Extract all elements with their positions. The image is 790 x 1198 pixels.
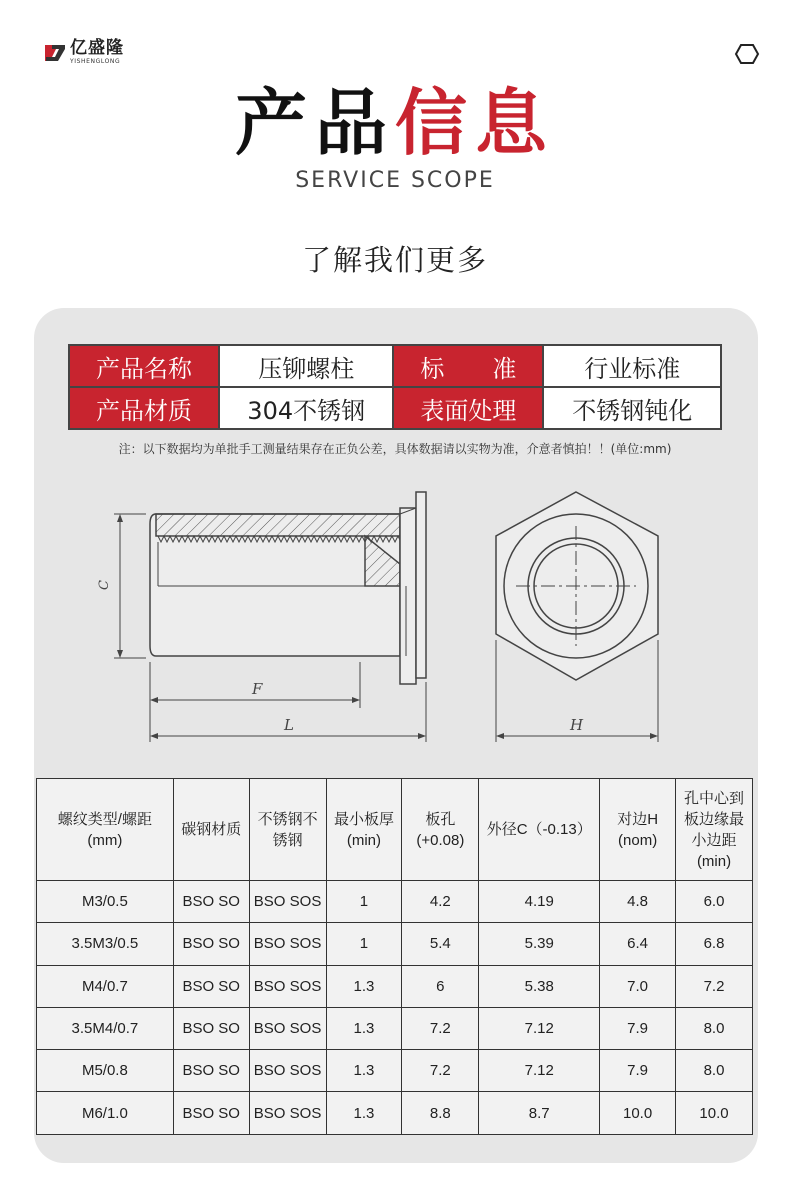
spec-cell: 4.2 bbox=[402, 881, 479, 923]
spec-cell: 10.0 bbox=[676, 1092, 753, 1134]
info-label: 产品名称 bbox=[69, 345, 219, 387]
spec-cell: 6.4 bbox=[600, 923, 676, 965]
side-view bbox=[114, 492, 426, 742]
info-value: 不锈钢钝化 bbox=[543, 387, 721, 429]
spec-cell: BSO SOS bbox=[249, 965, 326, 1007]
spec-header-cell: 最小板厚 (min) bbox=[326, 779, 402, 881]
dimension-label-c: C bbox=[97, 580, 112, 590]
spec-cell: 8.8 bbox=[402, 1092, 479, 1134]
spec-cell: 7.9 bbox=[600, 1050, 676, 1092]
spec-cell: 1.3 bbox=[326, 965, 402, 1007]
table-row bbox=[37, 965, 753, 1007]
intro-heading: 了解我们更多 bbox=[301, 243, 488, 277]
spec-cell: 5.39 bbox=[479, 923, 600, 965]
spec-cell: BSO SO bbox=[173, 1007, 249, 1049]
spec-cell: 3.5M3/0.5 bbox=[37, 923, 174, 965]
product-info-table bbox=[68, 344, 722, 430]
spec-cell: 4.8 bbox=[600, 881, 676, 923]
info-label: 标 准 bbox=[393, 345, 543, 387]
spec-cell: BSO SOS bbox=[249, 881, 326, 923]
info-row bbox=[69, 345, 721, 387]
spec-header-cell: 孔中心到 板边缘最 小边距 (min) bbox=[676, 779, 753, 881]
spec-cell: M5/0.8 bbox=[37, 1050, 174, 1092]
title-part-black: 产品 bbox=[234, 81, 395, 165]
title-part-red: 信息 bbox=[395, 81, 556, 165]
spec-cell: BSO SO bbox=[173, 1050, 249, 1092]
spec-cell: BSO SOS bbox=[249, 1050, 326, 1092]
info-value: 行业标准 bbox=[543, 345, 721, 387]
spec-header-cell: 螺纹类型/螺距 (mm) bbox=[37, 779, 174, 881]
spec-cell: 5.38 bbox=[479, 965, 600, 1007]
spec-cell: BSO SO bbox=[173, 1092, 249, 1134]
brand-logo[interactable] bbox=[44, 40, 124, 65]
spec-cell: M6/1.0 bbox=[37, 1092, 174, 1134]
info-row bbox=[69, 387, 721, 429]
spec-cell: 6.0 bbox=[676, 881, 753, 923]
info-value: 304不锈钢 bbox=[219, 387, 393, 429]
spec-cell: 6.8 bbox=[676, 923, 753, 965]
table-row bbox=[37, 881, 753, 923]
spec-cell: 1.3 bbox=[326, 1007, 402, 1049]
spec-cell: 7.12 bbox=[479, 1050, 600, 1092]
specification-table bbox=[36, 778, 753, 1135]
spec-cell: BSO SOS bbox=[249, 1092, 326, 1134]
spec-cell: 1 bbox=[326, 923, 402, 965]
spec-cell: M4/0.7 bbox=[37, 965, 174, 1007]
spec-cell: BSO SOS bbox=[249, 1007, 326, 1049]
spec-cell: 1.3 bbox=[326, 1050, 402, 1092]
spec-cell: 3.5M4/0.7 bbox=[37, 1007, 174, 1049]
table-row bbox=[37, 923, 753, 965]
spec-cell: M3/0.5 bbox=[37, 881, 174, 923]
measurement-note: 注：以下数据均为单批手工测量结果存在正负公差，具体数据请以实物为准，介意者慎拍！！(单位:mm) bbox=[118, 442, 672, 456]
spec-cell: 1 bbox=[326, 881, 402, 923]
page-subtitle: SERVICE SCOPE bbox=[295, 168, 495, 193]
table-row bbox=[37, 1050, 753, 1092]
front-view bbox=[496, 492, 658, 742]
spec-cell: 8.7 bbox=[479, 1092, 600, 1134]
spec-cell: 8.0 bbox=[676, 1050, 753, 1092]
spec-cell: BSO SOS bbox=[249, 923, 326, 965]
info-label: 表面处理 bbox=[393, 387, 543, 429]
spec-cell: 7.9 bbox=[600, 1007, 676, 1049]
spec-cell: BSO SO bbox=[173, 965, 249, 1007]
spec-cell: 7.2 bbox=[676, 965, 753, 1007]
dimension-label-l: L bbox=[284, 716, 294, 734]
spec-cell: 4.19 bbox=[479, 881, 600, 923]
spec-header-cell: 板孔 (+0.08) bbox=[402, 779, 479, 881]
technical-drawing bbox=[97, 486, 680, 746]
spec-cell: 10.0 bbox=[600, 1092, 676, 1134]
hexagon-icon[interactable] bbox=[735, 43, 759, 65]
spec-cell: 5.4 bbox=[402, 923, 479, 965]
info-value: 压铆螺柱 bbox=[219, 345, 393, 387]
spec-header-cell: 不锈钢不 锈钢 bbox=[249, 779, 326, 881]
page-title bbox=[0, 78, 790, 168]
info-label: 产品材质 bbox=[69, 387, 219, 429]
spec-cell: 7.0 bbox=[600, 965, 676, 1007]
zl-logo-icon bbox=[44, 42, 66, 64]
spec-cell: 6 bbox=[402, 965, 479, 1007]
spec-cell: 1.3 bbox=[326, 1092, 402, 1134]
spec-cell: BSO SO bbox=[173, 881, 249, 923]
table-row bbox=[37, 1007, 753, 1049]
spec-cell: 8.0 bbox=[676, 1007, 753, 1049]
spec-cell: BSO SO bbox=[173, 923, 249, 965]
spec-header-cell: 碳钢材质 bbox=[173, 779, 249, 881]
table-row bbox=[37, 1092, 753, 1134]
dimension-label-f: F bbox=[252, 680, 263, 698]
spec-cell: 7.12 bbox=[479, 1007, 600, 1049]
spec-header-cell: 对边H (nom) bbox=[600, 779, 676, 881]
spec-header-cell: 外径C（-0.13） bbox=[479, 779, 600, 881]
spec-cell: 7.2 bbox=[402, 1007, 479, 1049]
brand-name-cn: 亿盛隆 bbox=[70, 38, 124, 58]
brand-name-en: YISHENGLONG bbox=[70, 58, 121, 65]
spec-cell: 7.2 bbox=[402, 1050, 479, 1092]
dimension-label-h: H bbox=[570, 716, 584, 734]
